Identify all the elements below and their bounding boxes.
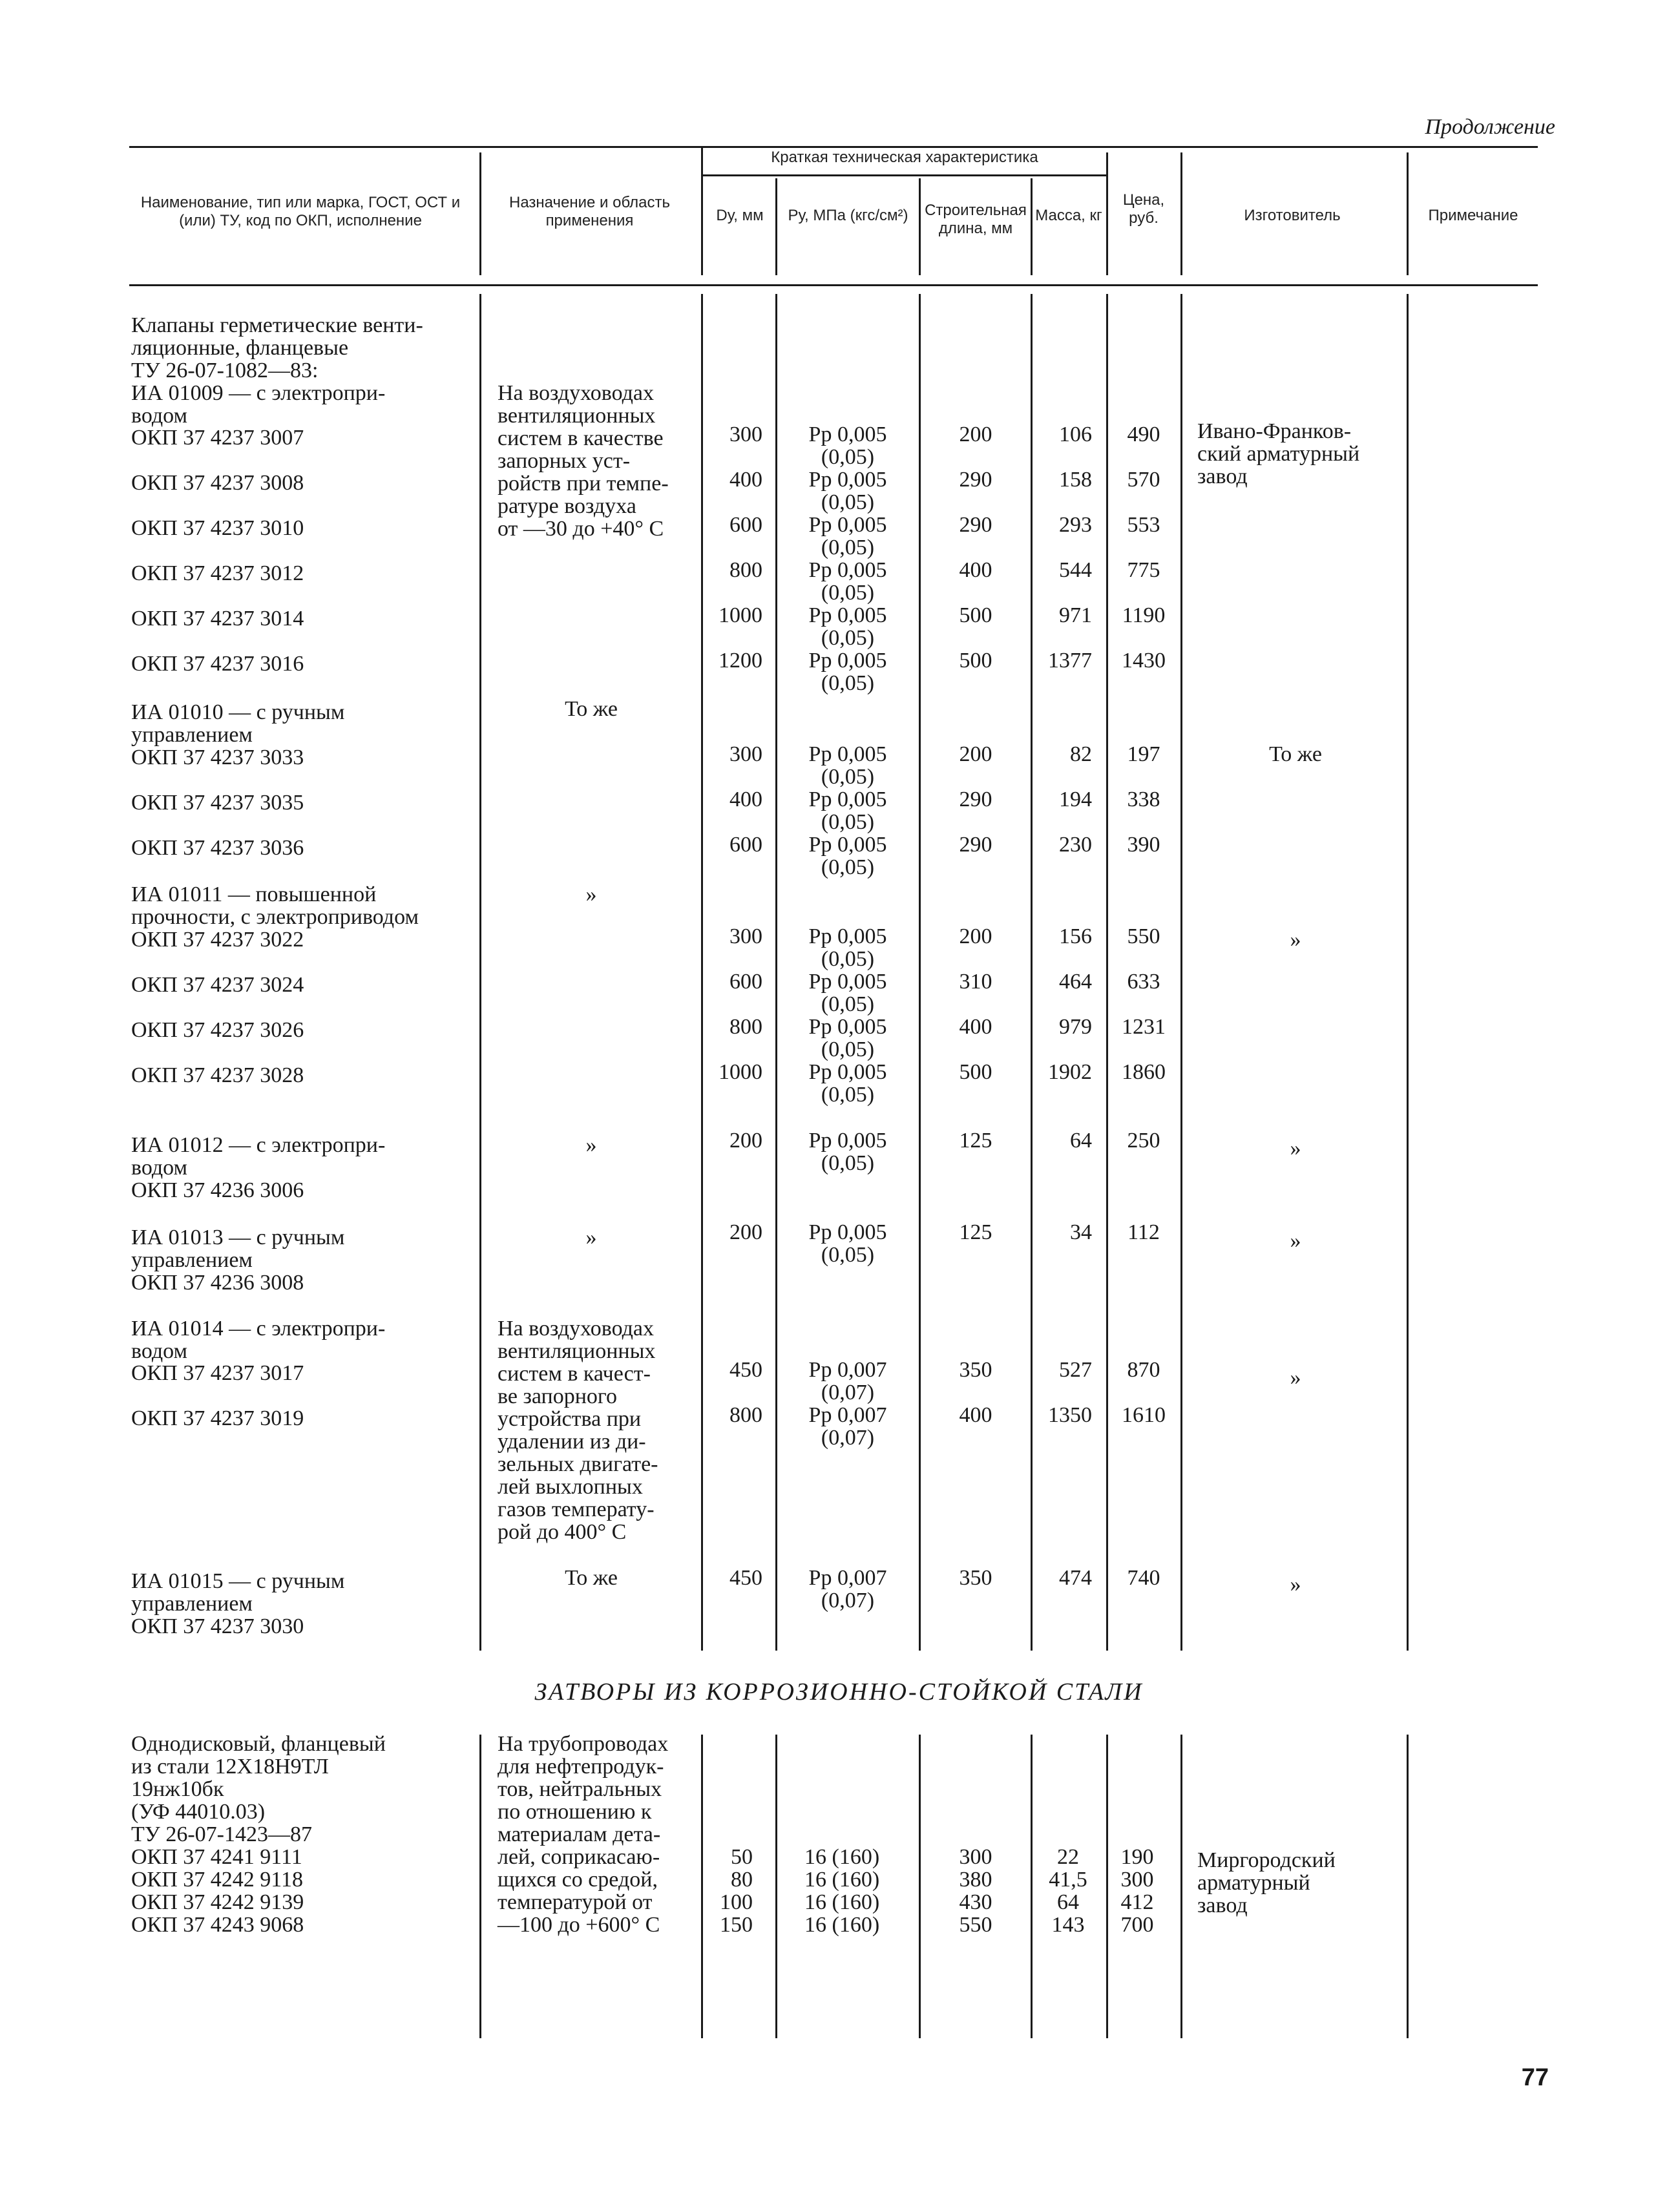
purpose-ia01009: На воздуховодах вентиляционных систем в качестве запорных уст- ройств при темпе- ратуре воздуха от —30 до +40° С: [498, 381, 669, 541]
hdr-divider: [479, 152, 481, 275]
row-length: 290: [959, 833, 992, 857]
row-mass: 1377: [1048, 649, 1092, 673]
row-okp: ОКП 37 4237 3033: [131, 746, 304, 769]
hdr-divider: [1031, 178, 1033, 275]
row-length: 125: [959, 1129, 992, 1153]
row-py: Pр 0,005 (0,05): [808, 513, 887, 559]
col-divider: [479, 1735, 481, 2038]
row-mass: 158: [1059, 468, 1092, 492]
row-okp: ОКП 37 4237 3024: [131, 973, 304, 997]
row-price: 550: [1127, 924, 1160, 948]
row-okp: ОКП 37 4237 3016: [131, 652, 304, 676]
hdr-divider: [1106, 152, 1108, 275]
row-py: Pр 0,005 (0,05): [808, 1129, 887, 1175]
maker-ia01012: »: [1290, 1136, 1301, 1160]
table-top-rule: [129, 146, 1538, 148]
hdr-divider: [1407, 152, 1409, 275]
row-mass: 474: [1059, 1566, 1092, 1590]
row-dy: 600: [729, 970, 762, 994]
maker-ia01013: »: [1290, 1229, 1301, 1253]
col-divider: [1180, 1735, 1182, 2038]
col-divider: [701, 294, 703, 1651]
row-price: 490: [1127, 423, 1160, 446]
row-price: 390: [1127, 833, 1160, 857]
section2-dy: 50 80 100 150: [720, 1845, 753, 1937]
purpose-ia01013: »: [585, 1226, 597, 1249]
hdr-divider: [919, 178, 921, 275]
header-py: Pу, МПа (кгс/см²): [788, 207, 908, 224]
header-name: Наименование, тип или марка, ГОСТ, ОСТ и (или) ТУ, код по ОКП, исполнение: [140, 194, 461, 229]
row-okp: ОКП 37 4237 3035: [131, 791, 304, 815]
row-mass: 1350: [1048, 1403, 1092, 1427]
group-name-ia01013: ИА 01013 — с ручным управлением ОКП 37 4236 3008: [131, 1226, 345, 1295]
row-dy: 400: [729, 788, 762, 811]
row-length: 350: [959, 1358, 992, 1382]
row-mass: 971: [1059, 603, 1092, 627]
row-price: 870: [1127, 1358, 1160, 1382]
row-dy: 1000: [718, 1060, 762, 1084]
row-length: 290: [959, 468, 992, 492]
row-price: 1430: [1122, 649, 1166, 673]
row-price: 1190: [1122, 603, 1166, 627]
row-mass: 527: [1059, 1358, 1092, 1382]
row-mass: 82: [1070, 742, 1092, 766]
row-okp: ОКП 37 4237 3028: [131, 1063, 304, 1087]
hdr-divider: [1180, 152, 1182, 275]
row-length: 400: [959, 1015, 992, 1039]
row-py: Pр 0,005 (0,05): [808, 1060, 887, 1107]
row-length: 310: [959, 970, 992, 994]
header-maker: Изготовитель: [1244, 207, 1341, 224]
row-dy: 1200: [718, 649, 762, 673]
row-py: Pр 0,005 (0,05): [808, 833, 887, 879]
header-note: Примечание: [1428, 207, 1518, 224]
row-length: 200: [959, 742, 992, 766]
row-mass: 293: [1059, 513, 1092, 537]
row-mass: 106: [1059, 423, 1092, 446]
group-name-ia01011: ИА 01011 — повышенной прочности, с электроприводом: [131, 882, 419, 929]
row-okp: ОКП 37 4237 3036: [131, 836, 304, 860]
row-price: 1610: [1122, 1403, 1166, 1427]
row-length: 400: [959, 1403, 992, 1427]
row-price: 775: [1127, 558, 1160, 582]
row-dy: 200: [729, 1220, 762, 1244]
row-price: 633: [1127, 970, 1160, 994]
row-py: Pр 0,005 (0,05): [808, 924, 887, 971]
header-length: Строительная длина, мм: [925, 202, 1027, 237]
row-mass: 464: [1059, 970, 1092, 994]
maker-ia01015: »: [1290, 1572, 1301, 1596]
row-length: 200: [959, 423, 992, 446]
hdr-divider: [775, 178, 777, 275]
row-dy: 400: [729, 468, 762, 492]
row-mass: 230: [1059, 833, 1092, 857]
row-okp: ОКП 37 4237 3019: [131, 1406, 304, 1430]
row-dy: 300: [729, 742, 762, 766]
row-length: 200: [959, 924, 992, 948]
group-name-ia01009: ИА 01009 — с электропри- водом: [131, 381, 386, 428]
row-dy: 450: [729, 1358, 762, 1382]
row-length: 125: [959, 1220, 992, 1244]
maker-ia01009: Ивано-Франков- ский арматурный завод: [1197, 419, 1360, 488]
row-py: Pр 0,007 (0,07): [808, 1403, 887, 1450]
col-divider: [701, 1735, 703, 2038]
row-py: Pр 0,005 (0,05): [808, 742, 887, 789]
group-name-ia01012: ИА 01012 — с электропри- водом ОКП 37 4236 3006: [131, 1133, 386, 1202]
row-py: Pр 0,005 (0,05): [808, 468, 887, 514]
row-length: 290: [959, 513, 992, 537]
purpose-ia01012: »: [585, 1133, 597, 1157]
col-divider: [1180, 294, 1182, 1651]
row-length: 290: [959, 788, 992, 811]
row-dy: 300: [729, 423, 762, 446]
row-py: Pр 0,005 (0,05): [808, 788, 887, 834]
maker-ia01011: »: [1290, 928, 1301, 952]
row-okp: ОКП 37 4237 3007: [131, 426, 304, 450]
page-number: 77: [1521, 2064, 1549, 2091]
row-py: Pр 0,005 (0,05): [808, 1015, 887, 1061]
row-py: Pр 0,005 (0,05): [808, 423, 887, 469]
header-mass: Масса, кг: [1035, 207, 1102, 224]
row-py: Pр 0,005 (0,05): [808, 970, 887, 1016]
row-py: Pр 0,005 (0,05): [808, 603, 887, 650]
row-price: 1231: [1122, 1015, 1166, 1039]
col-divider: [775, 1735, 777, 2038]
row-dy: 600: [729, 833, 762, 857]
row-mass: 544: [1059, 558, 1092, 582]
row-py: Pр 0,005 (0,05): [808, 649, 887, 695]
row-length: 500: [959, 603, 992, 627]
row-dy: 800: [729, 1403, 762, 1427]
row-py: Pр 0,007 (0,07): [808, 1358, 887, 1404]
col-divider: [1407, 1735, 1409, 2038]
section2-purpose: На трубопроводах для нефтепродук- тов, нейтральных по отношению к материалам дета- лей, соприкасаю- щихся со средой, температурой от —100 до +600° С: [498, 1732, 669, 1937]
row-length: 350: [959, 1566, 992, 1590]
continuation-label: Продолжение: [1425, 115, 1555, 139]
row-mass: 64: [1070, 1129, 1092, 1153]
header-purpose: Назначение и область применения: [509, 194, 670, 229]
row-price: 197: [1127, 742, 1160, 766]
row-dy: 450: [729, 1566, 762, 1590]
row-dy: 800: [729, 558, 762, 582]
section2-py: 16 (160) 16 (160) 16 (160) 16 (160): [804, 1845, 880, 1937]
group-name-ia01014: ИА 01014 — с электропри- водом: [131, 1317, 386, 1363]
section2-price: 190 300 412 700: [1120, 1845, 1154, 1937]
row-okp: ОКП 37 4237 3008: [131, 471, 304, 495]
row-okp: ОКП 37 4237 3017: [131, 1361, 304, 1385]
group-name-ia01010: ИА 01010 — с ручным управлением: [131, 700, 345, 747]
purpose-ia01011: »: [585, 882, 597, 906]
row-okp: ОКП 37 4237 3022: [131, 928, 304, 952]
row-okp: ОКП 37 4237 3014: [131, 607, 304, 631]
header-bottom-rule: [129, 284, 1538, 286]
row-py: Pр 0,005 (0,05): [808, 558, 887, 605]
header-brief-group: Краткая техническая характеристика: [771, 149, 1038, 166]
row-okp: ОКП 37 4237 3010: [131, 516, 304, 540]
row-mass: 1902: [1048, 1060, 1092, 1084]
row-mass: 979: [1059, 1015, 1092, 1039]
row-dy: 300: [729, 924, 762, 948]
section-title: ЗАТВОРЫ ИЗ КОРРОЗИОННО-СТОЙКОЙ СТАЛИ: [534, 1678, 1144, 1706]
purpose-ia01015: То же: [565, 1566, 618, 1590]
row-mass: 34: [1070, 1220, 1092, 1244]
row-dy: 1000: [718, 603, 762, 627]
section2-name: Однодисковый, фланцевый из стали 12Х18Н9ТЛ 19нж10бк (УФ 44010.03) ТУ 26-07-1423—87 ОКП 37 4241 9111 ОКП 37 4242 9118 ОКП 37 4242 9139 ОКП 37 4243 9068: [131, 1732, 386, 1937]
row-mass: 156: [1059, 924, 1092, 948]
row-price: 570: [1127, 468, 1160, 492]
row-price: 250: [1127, 1129, 1160, 1153]
row-dy: 200: [729, 1129, 762, 1153]
purpose-ia01010: То же: [565, 697, 618, 721]
header-price: Цена, руб.: [1122, 191, 1165, 227]
row-length: 400: [959, 558, 992, 582]
row-mass: 194: [1059, 788, 1092, 811]
row-length: 500: [959, 649, 992, 673]
row-py: Pр 0,005 (0,05): [808, 1220, 887, 1267]
row-price: 740: [1127, 1566, 1160, 1590]
maker-ia01010: То же: [1269, 742, 1322, 766]
hdr-divider: [701, 146, 703, 275]
row-py: Pр 0,007 (0,07): [808, 1566, 887, 1612]
row-length: 500: [959, 1060, 992, 1084]
section2-length: 300 380 430 550: [959, 1845, 992, 1937]
row-okp: ОКП 37 4237 3026: [131, 1018, 304, 1042]
row-price: 553: [1127, 513, 1160, 537]
row-dy: 600: [729, 513, 762, 537]
maker-ia01014: »: [1290, 1366, 1301, 1390]
col-divider: [1407, 294, 1409, 1651]
row-okp: ОКП 37 4237 3012: [131, 561, 304, 585]
purpose-ia01014: На воздуховодах вентиляционных систем в качест- ве запорного устройства при удалении из ди- зельных двигате- лей выхлопных газов температу- рой до 400° С: [498, 1317, 658, 1544]
header-dy: Dу, мм: [716, 207, 764, 224]
section2-maker: Миргородский арматурный завод: [1197, 1848, 1336, 1917]
row-price: 338: [1127, 788, 1160, 811]
row-dy: 800: [729, 1015, 762, 1039]
group-name-ia01015: ИА 01015 — с ручным управлением ОКП 37 4237 3030: [131, 1569, 345, 1638]
col-divider: [479, 294, 481, 1651]
section2-mass: 22 41,5 64 143: [1049, 1845, 1087, 1937]
group-name-intro: Клапаны герметические венти- ляционные, фланцевые ТУ 26-07-1082—83:: [131, 313, 423, 382]
row-price: 1860: [1122, 1060, 1166, 1084]
brief-group-rule: [701, 174, 1108, 176]
row-price: 112: [1127, 1220, 1160, 1244]
